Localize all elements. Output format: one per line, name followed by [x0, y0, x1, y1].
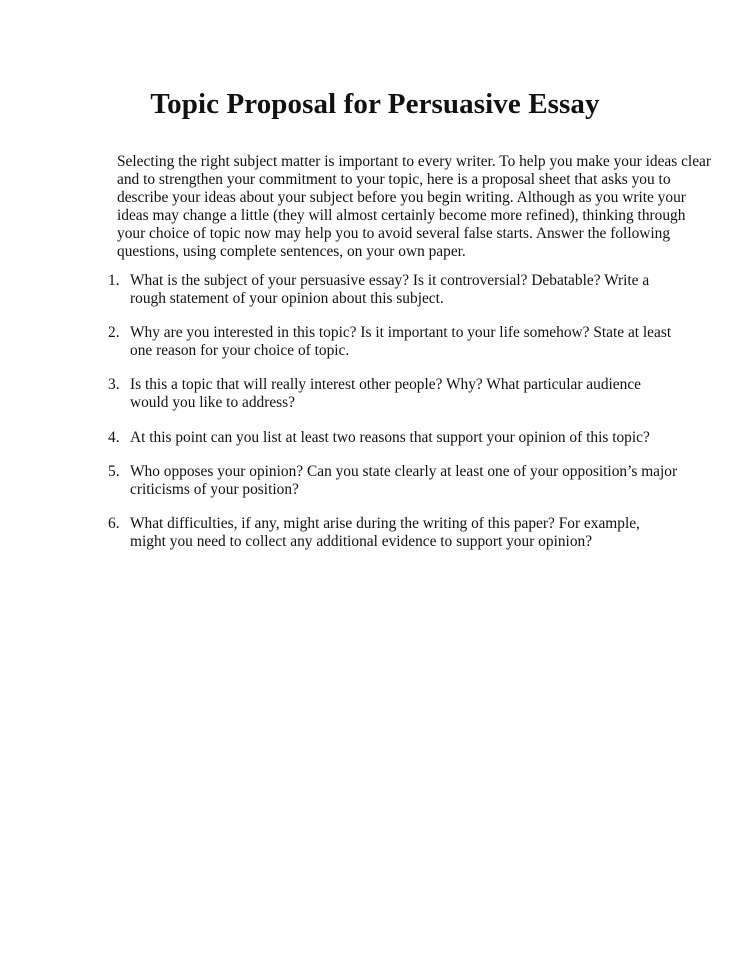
- intro-line: describe your ideas about your subject before you begin writing. Although as you write your: [117, 189, 686, 207]
- question-item-2: [108, 324, 672, 360]
- question-text-line: Is this a topic that will really interest other people? Why? What particular audience: [130, 376, 641, 394]
- question-item-4: [108, 429, 668, 447]
- intro-line: ideas may change a little (they will almost certainly become more refined), thinking through: [117, 207, 686, 225]
- question-text-line: Why are you interested in this topic? Is it important to your life somehow? State at least: [130, 324, 672, 342]
- question-number: 4.: [108, 428, 120, 446]
- question-text-line: one reason for your choice of topic.: [130, 342, 350, 360]
- question-text-line: What is the subject of your persuasive essay? Is it controversial? Debatable? Write a: [130, 272, 650, 289]
- question-number: 2.: [108, 324, 120, 342]
- question-list: [108, 272, 678, 567]
- question-text-line: criticisms of your position?: [130, 480, 299, 498]
- question-text-line: Who opposes your opinion? Can you state clearly at least one of your opposition’s major: [130, 462, 678, 480]
- intro-line: your choice of topic now may help you to avoid several false starts. Answer the following: [117, 225, 671, 243]
- question-text-line: rough statement of your opinion about this subject.: [130, 290, 444, 308]
- document-title: Topic Proposal for Persuasive Essay: [150, 88, 600, 120]
- intro-line: and to strengthen your commitment to your topic, here is a proposal sheet that asks you to: [117, 171, 671, 189]
- question-item-1: [108, 272, 668, 308]
- question-number: 1.: [108, 272, 120, 289]
- question-number: 6.: [108, 514, 120, 532]
- question-text-line: At this point can you list at least two reasons that support your opinion of this topic?: [130, 428, 650, 446]
- question-text-line: would you like to address?: [130, 394, 295, 412]
- question-item-5: [108, 462, 678, 499]
- question-number: 5.: [108, 462, 120, 480]
- question-text-line: might you need to collect any additional evidence to support your opinion?: [130, 532, 593, 550]
- question-item-6: [108, 515, 668, 551]
- intro-paragraph: [117, 153, 711, 262]
- question-item-3: [108, 376, 668, 412]
- question-number: 3.: [108, 376, 120, 394]
- question-text-line: What difficulties, if any, might arise during the writing of this paper? For example,: [130, 514, 640, 532]
- intro-line: Selecting the right subject matter is important to every writer. To help you make your ideas clear: [117, 153, 711, 170]
- intro-line: questions, using complete sentences, on your own paper.: [117, 243, 466, 261]
